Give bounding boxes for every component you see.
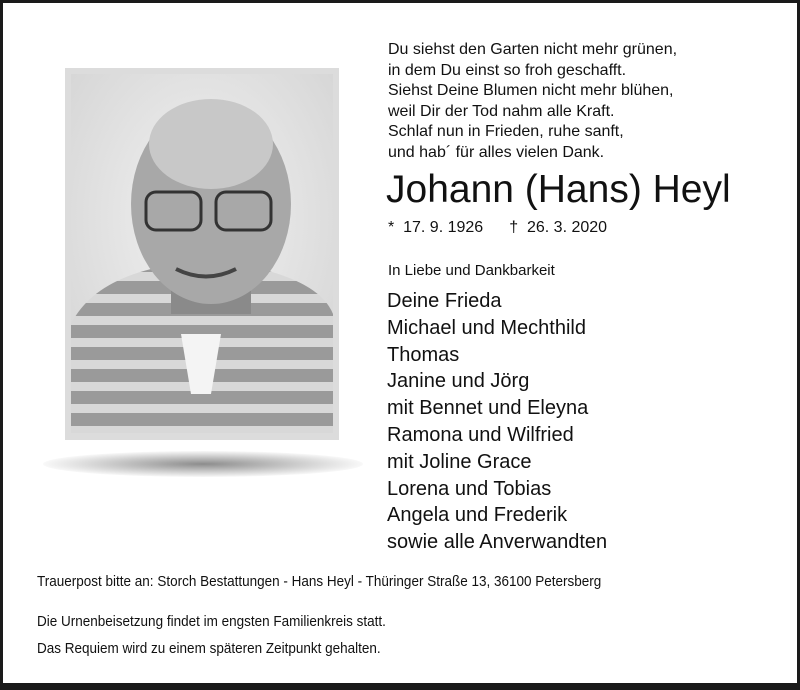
portrait-frame	[65, 68, 339, 440]
mourner: sowie alle Anverwandten	[387, 531, 608, 554]
burial-note: Die Urnenbeisetzung findet im engsten Familienkreis statt.	[37, 613, 386, 630]
mourner: mit Bennet und Eleyna	[387, 397, 589, 420]
deceased-name: Johann (Hans) Heyl	[386, 168, 731, 211]
mourner: Michael und Mechthild	[387, 316, 586, 339]
birth-date: * 17. 9. 1926	[388, 219, 484, 236]
poem-line: Du siehst den Garten nicht mehr grünen,	[388, 41, 678, 58]
requiem-note: Das Requiem wird zu einem späteren Zeitpunkt gehalten.	[37, 640, 381, 657]
portrait-photo	[71, 74, 333, 433]
mourner: Janine und Jörg	[387, 370, 530, 393]
condolence-address: Trauerpost bitte an: Storch Bestattungen - Hans Heyl - Thüringer Straße 13, 36100 Petersberg	[37, 573, 602, 590]
mourner: Thomas	[387, 343, 460, 366]
memorial-poem	[388, 40, 677, 164]
mourner: Ramona und Wilfried	[387, 423, 574, 446]
poem-line: weil Dir der Tod nahm alle Kraft.	[388, 102, 615, 120]
mourners-list	[387, 288, 607, 556]
mourner: Deine Frieda	[387, 290, 502, 312]
poem-line: in dem Du einst so froh geschafft.	[388, 61, 627, 79]
mourner: Angela und Frederik	[387, 504, 568, 527]
mourner: Lorena und Tobias	[387, 477, 552, 500]
life-dates	[388, 219, 633, 237]
poem-line: und hab´ für alles vielen Dank.	[388, 143, 605, 161]
dedication: In Liebe und Dankbarkeit	[388, 262, 555, 279]
death-date: † 26. 3. 2020	[509, 219, 608, 236]
photo-shadow	[43, 451, 363, 477]
poem-line: Schlaf nun in Frieden, ruhe sanft,	[388, 123, 624, 141]
mourner: mit Joline Grace	[387, 450, 532, 473]
poem-line: Siehst Deine Blumen nicht mehr blühen,	[388, 82, 674, 100]
